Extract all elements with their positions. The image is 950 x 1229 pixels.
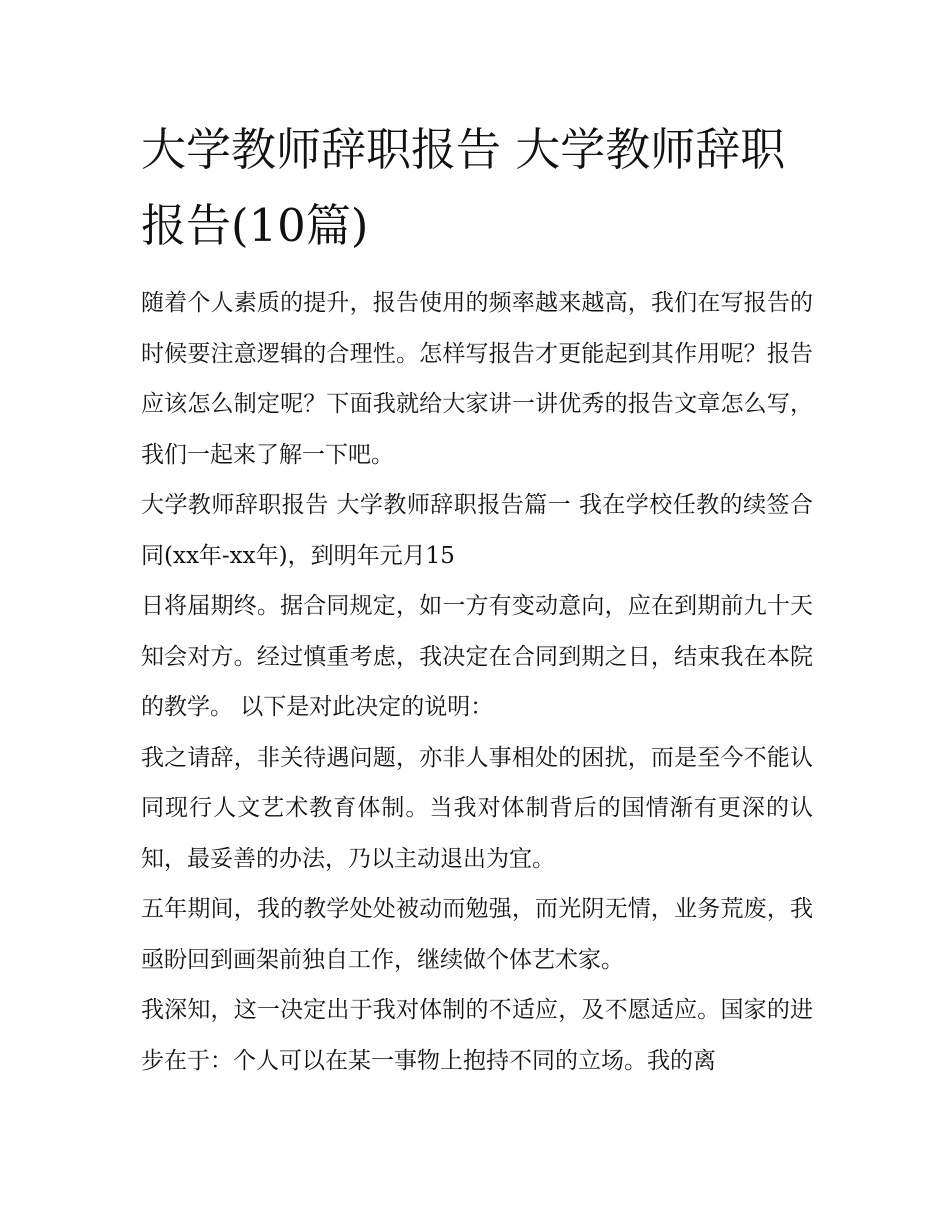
paragraph-resignation-reason: 我之请辞，非关待遇问题，亦非人事相处的困扰，而是至今不能认同现行人文艺术教育体制。当我对体制背后的国情渐有更深的认知，最妥善的办法，乃以主动退出为宜。 (141, 744, 813, 872)
document-title: 大学教师辞职报告 大学教师辞职报告(10篇) (141, 123, 786, 252)
paragraph-intro: 随着个人素质的提升，报告使用的频率越来越高，我们在写报告的时候要注意逻辑的合理性。怎样写报告才更能起到其作用呢？报告应该怎么制定呢？下面我就给大家讲一讲优秀的报告文章怎么写，我们一起来了解一下吧。 (141, 290, 813, 468)
paragraph-five-years: 五年期间，我的教学处处被动而勉强，而光阴无情，业务荒废，我亟盼回到画架前独自工作，继续做个体艺术家。 (141, 896, 813, 973)
paragraph-decision: 我深知，这一决定出于我对体制的不适应，及不愿适应。国家的进步在于：个人可以在某一事物上抱持不同的立场。我的离 (141, 997, 813, 1074)
document-body (141, 112, 813, 1086)
paragraph-contract-notice: 日将届期终。据合同规定，如一方有变动意向，应在到期前九十天知会对方。经过慎重考虑，我决定在合同到期之日，结束我在本院的教学。 以下是对此决定的说明： (141, 593, 813, 720)
paragraph-article-heading: 大学教师辞职报告 大学教师辞职报告篇一 我在学校任教的续签合同(xx年-xx年)，到明年元月15 (141, 492, 813, 569)
